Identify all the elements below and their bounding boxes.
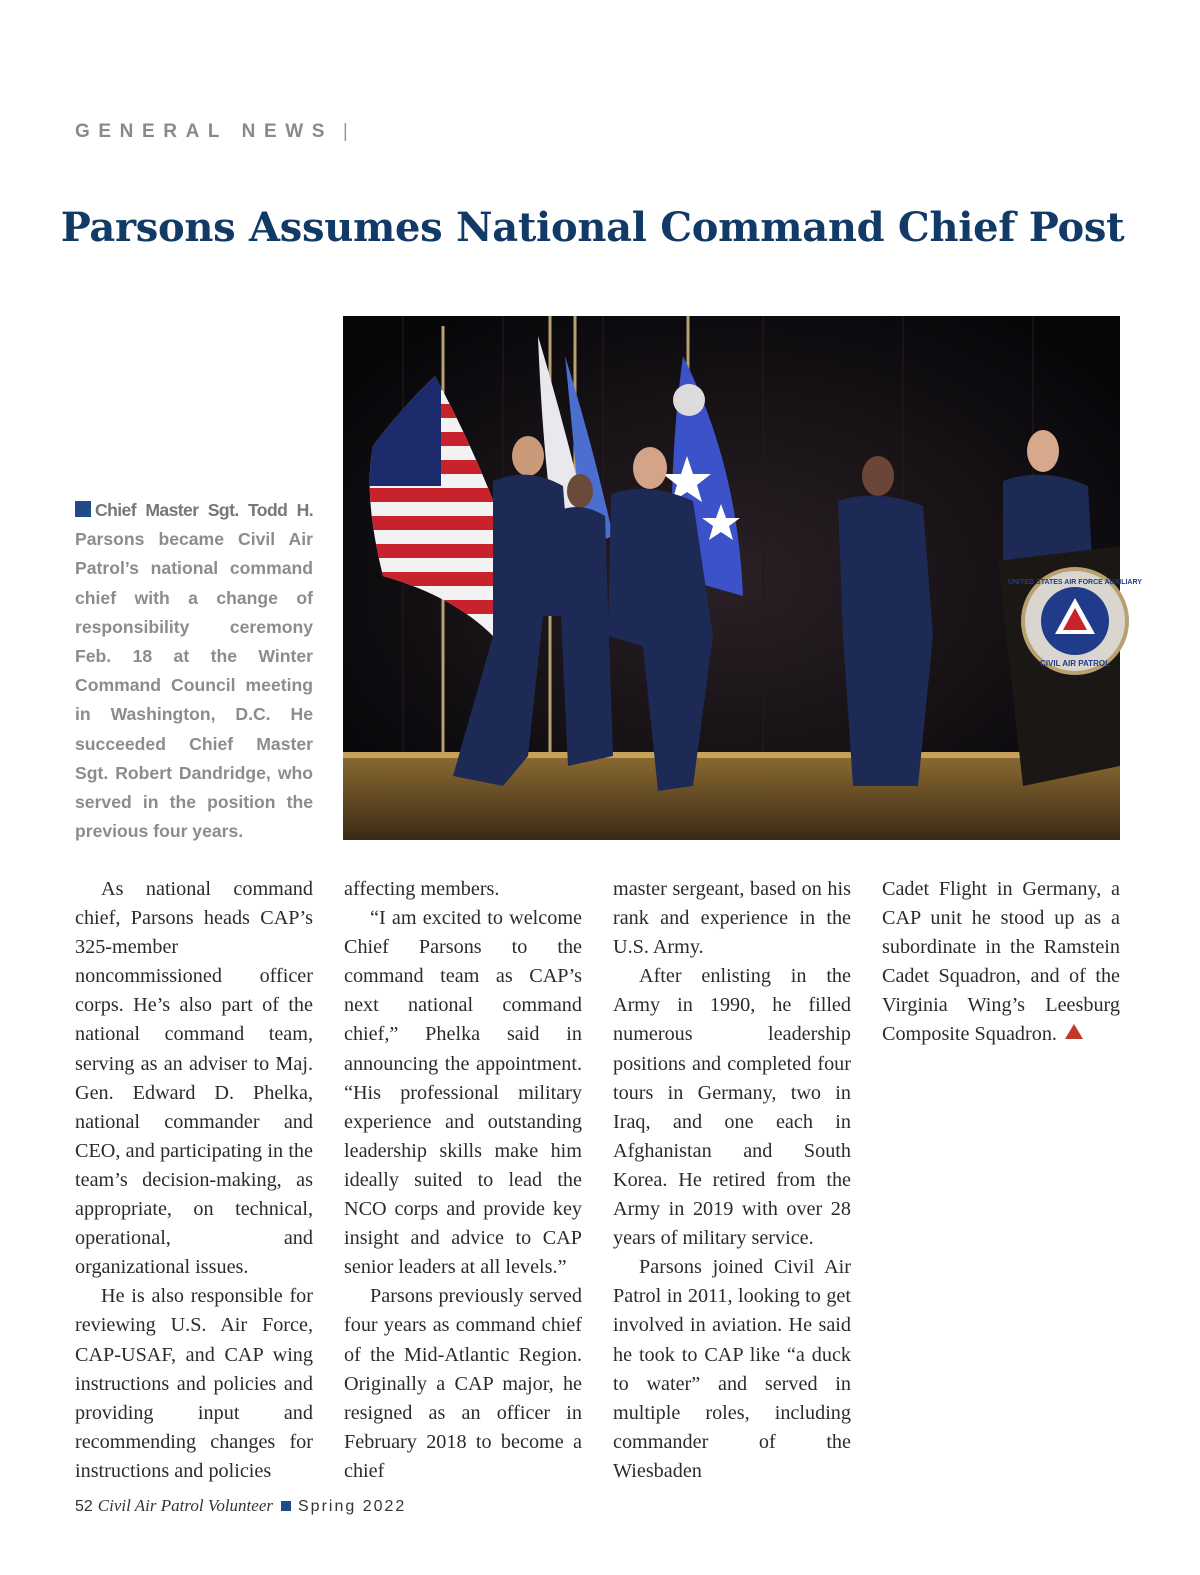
photo-caption: [75, 496, 313, 846]
article-column-2: [344, 875, 582, 1486]
article-column-1: [75, 875, 313, 1486]
footer-square-icon: [281, 1501, 291, 1511]
paragraph: He is also responsible for reviewing U.S. Air Force, CAP-USAF, and CAP wing instructions and policies and providing input and recommending changes for instructions and policies: [75, 1285, 313, 1482]
caption-lead: Chief Master Sgt. Todd H.: [95, 500, 313, 520]
page-number: 52: [75, 1498, 93, 1515]
ceremony-photo-icon: [343, 316, 1142, 840]
page-footer: [75, 1496, 406, 1516]
paragraph-text: Cadet Flight in Germany, a CAP unit he stood up as a subordinate in the Ramstein Cadet Squadron, and of the Virginia Wing’s Leesburg Composite Squadron.: [882, 878, 1120, 1046]
issue-date: Spring 2022: [298, 1498, 407, 1515]
paragraph: Parsons previously served four years as command chief of the Mid-Atlantic Region. Originally a CAP major, he resigned as an officer in February 2018 to become a chief: [344, 1285, 582, 1482]
section-label: [75, 121, 348, 143]
paragraph: master sergeant, based on his rank and experience in the U.S. Army.: [613, 878, 851, 959]
paragraph-final: [882, 875, 1120, 1050]
paragraph: After enlisting in the Army in 1990, he filled numerous leadership positions and completed four tours in Germany, two in Iraq, and one each in Afghanistan and South Korea. He retired from the Army in 2019 with over 28 years of military service.: [613, 965, 851, 1250]
end-mark-icon: [1065, 1024, 1083, 1039]
podium-seal-top-text: UNITED STATES AIR FORCE AUXILIARY: [1008, 579, 1142, 586]
section-separator: |: [342, 121, 348, 142]
paragraph: affecting members.: [344, 878, 500, 900]
article-headline: Parsons Assumes National Command Chief Post: [60, 204, 1125, 251]
paragraph: As national command chief, Parsons heads CAP’s 325-member noncommissioned officer corps. He’s also part of the national command team, serving as an adviser to Maj. Gen. Edward D. Phelka, national commander and CEO, and participating in the team’s decision-making, as appropriate, on technical, operational, and organizational issues.: [75, 878, 313, 1279]
paragraph: “I am excited to welcome Chief Parsons to the command team as CAP’s next national command chief,” Phelka said in announcing the appointment. “His professional military experience and outstanding leadership skills make him ideally suited to lead the NCO corps and provide key insight and advice to CAP senior leaders at all levels.”: [344, 907, 582, 1279]
article-column-3: [613, 875, 851, 1486]
article-photo: [343, 316, 1142, 840]
article-column-4: [882, 875, 1120, 1050]
section-name: GENERAL NEWS: [75, 121, 334, 142]
publication-title: Civil Air Patrol Volunteer: [97, 1496, 273, 1515]
caption-bullet-icon: [75, 501, 91, 517]
paragraph: Parsons joined Civil Air Patrol in 2011, looking to get involved in aviation. He said he took to CAP like “a duck to water” and served in multiple roles, including commander of the Wiesbaden: [613, 1256, 851, 1482]
podium-seal-bottom-text: CIVIL AIR PATROL: [1040, 659, 1110, 668]
caption-body: Parsons became Civil Air Patrol’s national command chief with a change of responsibility ceremony Feb. 18 at the Winter Command Council meeting in Washington, D.C. He succeeded Chief Master Sgt. Robert Dandridge, who served in the position the previous four years.: [75, 529, 313, 842]
